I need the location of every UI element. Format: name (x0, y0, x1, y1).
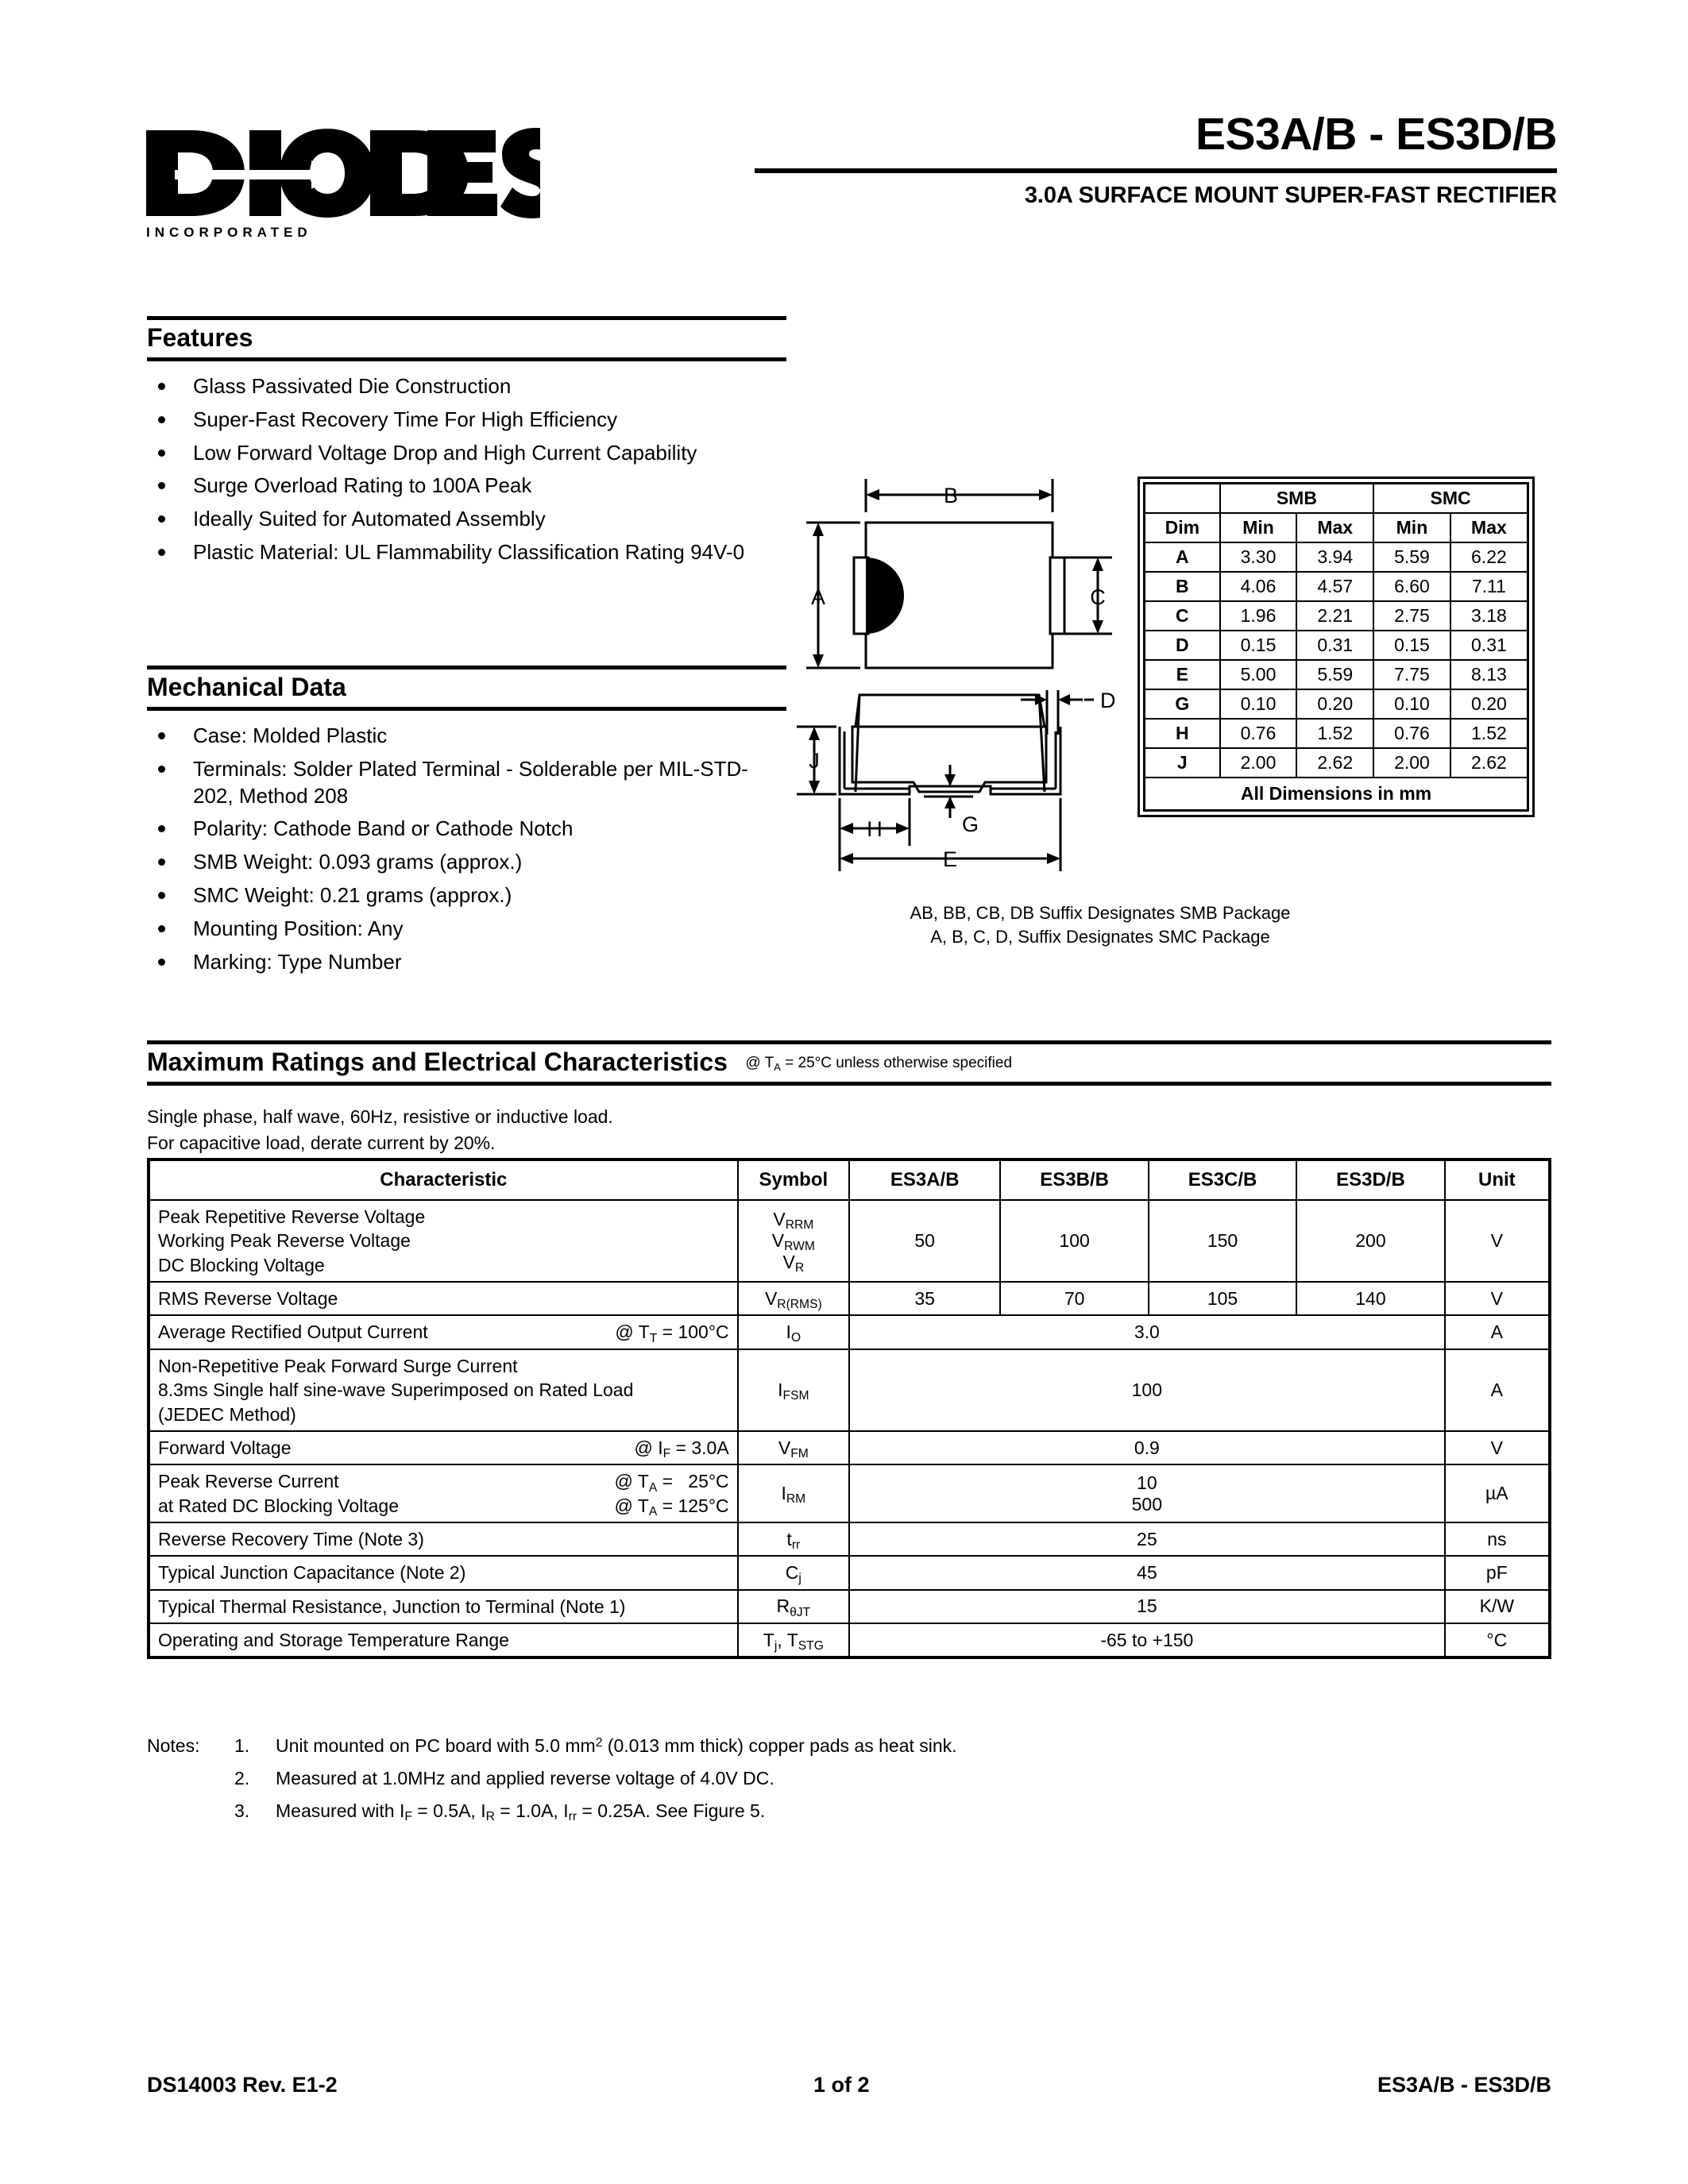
note-number: 2. (234, 1768, 250, 1788)
cell-characteristic (149, 1556, 738, 1589)
char-line: Reverse Recovery Time (Note 3) (158, 1528, 424, 1549)
title-block (755, 111, 1557, 209)
page-subtitle: 3.0A SURFACE MOUNT SUPER-FAST RECTIFIER (1024, 182, 1557, 208)
features-section-header (147, 316, 786, 361)
bullet-icon (158, 549, 165, 556)
dim-cell: 2.62 (1450, 748, 1528, 778)
dim-group-smb: SMB (1220, 484, 1373, 514)
list-item (147, 373, 786, 400)
cell-unit: ns (1445, 1522, 1550, 1556)
char-line: Peak Repetitive Reverse Voltage (158, 1206, 426, 1227)
table-row (1145, 719, 1528, 748)
table-row (149, 1522, 1550, 1556)
col-header-symbol: Symbol (738, 1160, 849, 1200)
char-line: Peak Reverse Current (158, 1471, 339, 1492)
dim-label-c: C (1090, 585, 1106, 609)
list-item (147, 539, 786, 566)
ratings-intro-line-2: For capacitive load, derate current by 20%. (147, 1133, 496, 1154)
list-item (147, 473, 786, 500)
table-row (149, 1349, 1550, 1431)
caption-line-smb: AB, BB, CB, DB Suffix Designates SMB Package (910, 903, 1291, 923)
bullet-icon (158, 515, 165, 523)
bullet-icon (158, 959, 165, 966)
bullet-icon (158, 383, 165, 390)
cell-value-all: 100 (849, 1349, 1445, 1431)
cell-symbol: $V_{R(RMS)}$ (738, 1282, 849, 1315)
mechanical-text: Case: Molded Plastic (193, 723, 388, 747)
dim-cell: 2.00 (1373, 748, 1450, 778)
cell-value-line: 500 (1131, 1493, 1163, 1515)
cell-symbol: $V_{RRM}$ $V_{RWM}$ $V_R$ (738, 1200, 849, 1282)
char-line: (JEDEC Method) (158, 1403, 296, 1425)
mechanical-text: Marking: Type Number (193, 949, 402, 974)
ratings-table-container (147, 1158, 1551, 1659)
char-line: RMS Reverse Voltage (158, 1288, 338, 1310)
page-header (143, 111, 1557, 246)
dim-label-h: H (867, 817, 883, 841)
ratings-table (147, 1158, 1551, 1659)
footer-page-number: 1 of 2 (813, 2073, 870, 2097)
dim-col-smb-max: Max (1296, 513, 1373, 542)
cell-unit: °C (1445, 1623, 1550, 1657)
notes-label: Notes: (147, 1735, 200, 1756)
char-line: Average Rectified Output Current (158, 1322, 428, 1343)
cell-unit: A (1445, 1315, 1550, 1349)
cell-characteristic (149, 1315, 738, 1349)
col-header-es3bb: ES3B/B (1000, 1160, 1148, 1200)
notes-row (147, 1768, 1418, 1789)
cell-characteristic (149, 1200, 738, 1282)
ratings-heading-note: @ $T_A = 25^\circ C$ unless otherwise specified (745, 1055, 1013, 1073)
notes-section (147, 1735, 1418, 1833)
dim-cell: B (1145, 572, 1220, 601)
list-item (147, 916, 786, 943)
dimensions-table-body (1145, 542, 1528, 811)
table-row (149, 1590, 1550, 1623)
features-heading: Features (147, 323, 253, 352)
dim-cell: 1.52 (1450, 719, 1528, 748)
ratings-heading: Maximum Ratings and Electrical Characteristics (147, 1048, 728, 1076)
dim-cell: 4.57 (1296, 572, 1373, 601)
cell-value-all: -65 to +150 (849, 1623, 1445, 1657)
dim-cell: 0.20 (1450, 689, 1528, 719)
feature-text: Ideally Suited for Automated Assembly (193, 507, 546, 531)
table-row (1145, 542, 1528, 572)
cell-value-es3ab: 50 (849, 1200, 1000, 1282)
dim-cell: 2.21 (1296, 601, 1373, 631)
dimensions-units-note: All Dimensions in mm (1145, 778, 1528, 811)
dim-cell: 7.11 (1450, 572, 1528, 601)
dim-cell: 6.60 (1373, 572, 1450, 601)
caption-line-smc: A, B, C, D, Suffix Designates SMC Package (930, 926, 1270, 947)
dim-cell: 0.15 (1220, 631, 1297, 660)
package-outline-drawing (782, 465, 1132, 878)
table-row (149, 1431, 1550, 1464)
char-condition: @ $T_A = 25^\circ C$ @ $T_A = 125^\circ C$ (614, 1471, 729, 1518)
table-row (149, 1623, 1550, 1657)
table-row-group-header (1145, 484, 1528, 514)
cell-unit: V (1445, 1282, 1550, 1315)
cell-characteristic (149, 1431, 738, 1464)
col-header-characteristic: Characteristic (149, 1160, 738, 1200)
cell-characteristic (149, 1282, 738, 1315)
dim-cell: 5.00 (1220, 660, 1297, 689)
table-row-footer (1145, 778, 1528, 811)
char-line: Typical Junction Capacitance (Note 2) (158, 1562, 466, 1584)
mechanical-list (147, 723, 786, 982)
dim-cell: J (1145, 748, 1220, 778)
col-header-unit: Unit (1445, 1160, 1550, 1200)
char-condition: @ $T_T = 100^\circ C$ (615, 1322, 729, 1345)
cell-unit: pF (1445, 1556, 1550, 1589)
dim-cell: 0.20 (1296, 689, 1373, 719)
mechanical-section-header (147, 666, 786, 711)
feature-text: Surge Overload Rating to 100A Peak (193, 473, 532, 498)
cell-unit: A (1445, 1349, 1550, 1431)
note-number: 1. (234, 1735, 250, 1756)
cell-value-all: 45 (849, 1556, 1445, 1589)
dim-label-b: B (943, 484, 959, 507)
page-title: ES3A/B - ES3D/B (1196, 109, 1557, 160)
dimensions-table-border (1138, 477, 1535, 817)
cell-value-all: 0.9 (849, 1431, 1445, 1464)
dim-col-smc-max: Max (1450, 513, 1528, 542)
feature-text: Low Forward Voltage Drop and High Current Capability (193, 440, 697, 465)
dim-cell: 8.13 (1450, 660, 1528, 689)
note-number: 3. (234, 1800, 250, 1821)
dim-cell: 1.52 (1296, 719, 1373, 748)
feature-text: Glass Passivated Die Construction (193, 374, 512, 398)
dim-label-e: E (942, 847, 958, 871)
dim-cell: 3.30 (1220, 542, 1297, 572)
cell-value-es3bb: 100 (1000, 1200, 1148, 1282)
dim-cell: H (1145, 719, 1220, 748)
dim-cell: 6.22 (1450, 542, 1528, 572)
logo-tm-mark: ™ (516, 203, 528, 216)
col-header-es3db: ES3D/B (1296, 1160, 1444, 1200)
table-row (1145, 601, 1528, 631)
table-row (1145, 689, 1528, 719)
dim-cell: 2.62 (1296, 748, 1373, 778)
cell-value-es3db: 200 (1296, 1200, 1444, 1282)
list-item (147, 723, 786, 750)
char-line: Working Peak Reverse Voltage (158, 1230, 411, 1252)
dim-cell: 3.18 (1450, 601, 1528, 631)
dim-cell: 0.15 (1373, 631, 1450, 660)
cell-characteristic (149, 1623, 738, 1657)
features-list (147, 373, 786, 573)
dimensions-table-container (1138, 477, 1535, 817)
page-footer (147, 2073, 1551, 2097)
dim-cell: 2.75 (1373, 601, 1450, 631)
char-line: 8.3ms Single half sine-wave Superimposed on Rated Load (158, 1379, 634, 1401)
col-header-es3ab: ES3A/B (849, 1160, 1000, 1200)
table-row (149, 1464, 1550, 1522)
cell-value-es3ab: 35 (849, 1282, 1000, 1315)
ratings-intro (147, 1104, 1100, 1157)
list-item (147, 882, 786, 909)
table-row (1145, 748, 1528, 778)
list-item (147, 756, 786, 810)
table-row (149, 1200, 1550, 1282)
dim-cell: C (1145, 601, 1220, 631)
mechanical-text: SMB Weight: 0.093 grams (approx.) (193, 850, 523, 874)
cell-symbol: $T_j$, $T_{STG}$ (738, 1623, 849, 1657)
list-item (147, 816, 786, 843)
table-row (149, 1556, 1550, 1589)
notes-row (147, 1800, 1418, 1822)
diodes-logo-icon (143, 119, 540, 238)
bullet-icon (158, 732, 165, 739)
char-line: Non-Repetitive Peak Forward Surge Current (158, 1355, 518, 1376)
dim-cell: 0.31 (1450, 631, 1528, 660)
cell-symbol: $C_j$ (738, 1556, 849, 1589)
dim-cell: 0.10 (1220, 689, 1297, 719)
dim-cell: 0.31 (1296, 631, 1373, 660)
cell-symbol: $I_{FSM}$ (738, 1349, 849, 1431)
ratings-table-body (149, 1200, 1550, 1657)
title-divider (755, 168, 1557, 173)
table-row (1145, 631, 1528, 660)
table-row (149, 1282, 1550, 1315)
dim-cell: G (1145, 689, 1220, 719)
cell-symbol: $I_O$ (738, 1315, 849, 1349)
cell-unit: K/W (1445, 1590, 1550, 1623)
dim-label-d: D (1100, 689, 1116, 712)
char-line: DC Blocking Voltage (158, 1254, 325, 1275)
note-text: Measured with $I_F = 0.5A$, $I_R = 1.0A$, $I_{rr} = 0.25A$. See Figure 5. (276, 1800, 766, 1824)
feature-text: Plastic Material: UL Flammability Classification Rating 94V-0 (193, 539, 745, 564)
bullet-icon (158, 416, 165, 423)
diodes-logo (143, 119, 540, 238)
cell-characteristic (149, 1522, 738, 1556)
cell-unit: µA (1445, 1464, 1550, 1522)
cell-value-es3db: 140 (1296, 1282, 1444, 1315)
table-row (149, 1315, 1550, 1349)
notes-label-spacer (147, 1800, 234, 1822)
dim-cell: 1.96 (1220, 601, 1297, 631)
mechanical-text: Terminals: Solder Plated Terminal - Solderable per MIL-STD-202, Method 208 (193, 756, 748, 808)
ratings-section-header (147, 1040, 1551, 1086)
table-row-col-header (1145, 513, 1528, 542)
cell-value-all: 3.0 (849, 1315, 1445, 1349)
list-item (147, 849, 786, 876)
bullet-icon (158, 766, 165, 773)
cell-value-es3cb: 105 (1149, 1282, 1296, 1315)
notes-label-spacer (147, 1768, 234, 1789)
dim-cell: 7.75 (1373, 660, 1450, 689)
dimensions-table-head (1145, 484, 1528, 543)
list-item (147, 407, 786, 434)
dim-col-smb-min: Min (1220, 513, 1297, 542)
cell-symbol: $I_{RM}$ (738, 1464, 849, 1522)
dim-cell: 2.00 (1220, 748, 1297, 778)
char-line: Operating and Storage Temperature Range (158, 1630, 509, 1651)
bullet-icon (158, 859, 165, 866)
cell-characteristic (149, 1349, 738, 1431)
dim-cell: A (1145, 542, 1220, 572)
table-row (1145, 660, 1528, 689)
list-item (147, 506, 786, 533)
note-text: Unit mounted on PC board with 5.0 $mm^2$ (0.013 mm thick) copper pads as heat sink. (276, 1735, 957, 1756)
cell-unit: V (1445, 1431, 1550, 1464)
dim-label-a: A (810, 585, 826, 609)
mechanical-heading: Mechanical Data (147, 673, 346, 701)
dim-label-g: G (962, 812, 979, 836)
package-suffix-caption (782, 901, 1418, 948)
feature-text: Super-Fast Recovery Time For High Efficiency (193, 407, 618, 431)
mechanical-text: Polarity: Cathode Band or Cathode Notch (193, 816, 574, 841)
dim-cell: 4.06 (1220, 572, 1297, 601)
dim-cell: 0.10 (1373, 689, 1450, 719)
bullet-icon (158, 482, 165, 489)
bullet-icon (158, 825, 165, 832)
ratings-table-head (149, 1160, 1550, 1200)
bullet-icon (158, 450, 165, 457)
char-line: Forward Voltage (158, 1437, 292, 1458)
dim-cell: 0.76 (1220, 719, 1297, 748)
cell-value-all: 15 (849, 1590, 1445, 1623)
dim-group-smc: SMC (1373, 484, 1528, 514)
cell-unit: V (1445, 1200, 1550, 1282)
cell-characteristic (149, 1590, 738, 1623)
cell-value-all (849, 1464, 1445, 1522)
dim-cell: 0.76 (1373, 719, 1450, 748)
logo-incorporated-text: INCORPORATED (146, 225, 312, 238)
cell-symbol: $V_{FM}$ (738, 1431, 849, 1464)
footer-doc-id: DS14003 Rev. E1-2 (147, 2073, 338, 2097)
table-row-header (149, 1160, 1550, 1200)
cell-value-line: 10 (1137, 1472, 1157, 1493)
mechanical-text: Mounting Position: Any (193, 916, 404, 940)
note-text: Measured at 1.0MHz and applied reverse voltage of 4.0V DC. (276, 1768, 774, 1788)
cell-symbol: $R_{\theta JT}$ (738, 1590, 849, 1623)
dim-label-j: J (809, 749, 820, 773)
bullet-icon (158, 892, 165, 899)
dim-col-dim: Dim (1145, 513, 1220, 542)
dim-col-smc-min: Min (1373, 513, 1450, 542)
cell-value-all: 25 (849, 1522, 1445, 1556)
mechanical-text: SMC Weight: 0.21 grams (approx.) (193, 882, 512, 907)
char-line: Typical Thermal Resistance, Junction to Terminal (Note 1) (158, 1596, 626, 1617)
dim-group-blank (1145, 484, 1220, 514)
list-item (147, 440, 786, 467)
dim-cell: 3.94 (1296, 542, 1373, 572)
ratings-intro-line-1: Single phase, half wave, 60Hz, resistive or inductive load. (147, 1106, 613, 1127)
dim-cell: 5.59 (1373, 542, 1450, 572)
cell-value-es3cb: 150 (1149, 1200, 1296, 1282)
cell-characteristic (149, 1464, 738, 1522)
dim-cell: E (1145, 660, 1220, 689)
table-row (1145, 572, 1528, 601)
package-diagram-icon (782, 465, 1132, 878)
footer-part-number: ES3A/B - ES3D/B (1377, 2073, 1551, 2097)
dimensions-table (1143, 482, 1529, 812)
dim-cell: D (1145, 631, 1220, 660)
col-header-es3cb: ES3C/B (1149, 1160, 1296, 1200)
bullet-icon (158, 925, 165, 932)
notes-row (147, 1735, 1418, 1757)
list-item (147, 949, 786, 976)
cell-value-es3bb: 70 (1000, 1282, 1148, 1315)
dim-cell: 5.59 (1296, 660, 1373, 689)
char-condition: @ $I_F = 3.0A$ (634, 1437, 729, 1461)
char-line: at Rated DC Blocking Voltage (158, 1495, 400, 1516)
cell-symbol: $t_{rr}$ (738, 1522, 849, 1556)
